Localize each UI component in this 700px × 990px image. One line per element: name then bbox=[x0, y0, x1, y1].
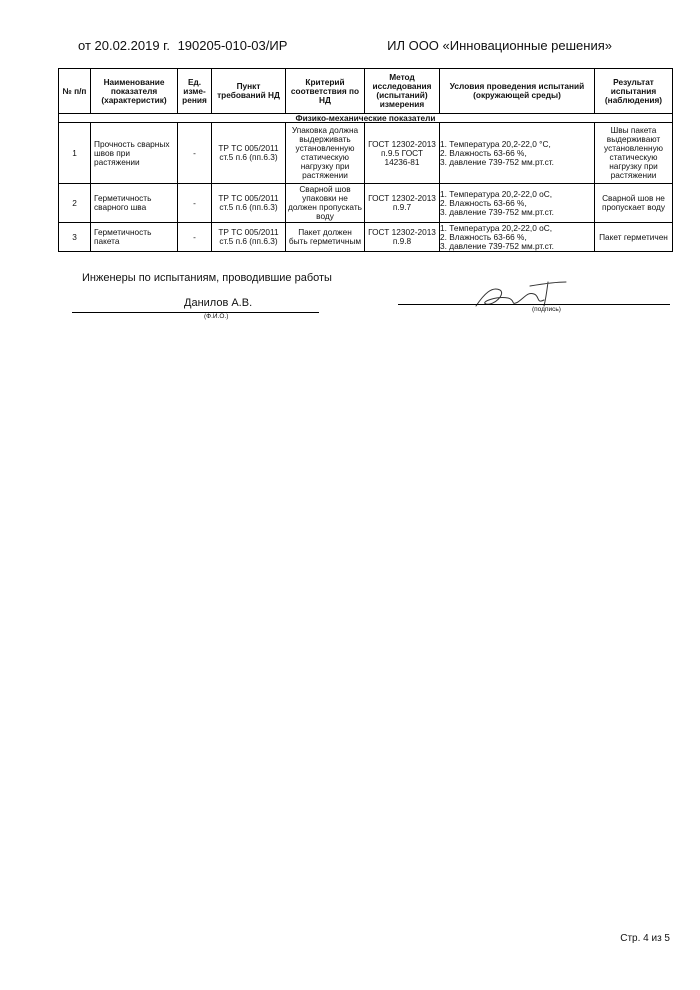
protocol-date: от 20.02.2019 г. bbox=[78, 38, 170, 53]
protocol-header bbox=[78, 38, 287, 53]
row-number: 2 bbox=[59, 184, 91, 223]
condition-line: 1. Температура 20,2-22,0 °С, bbox=[440, 138, 551, 149]
row-unit: - bbox=[178, 223, 212, 252]
protocol-number: 190205-010-03/ИР bbox=[177, 38, 288, 53]
lab-name: ИЛ ООО «Инновационные решения» bbox=[387, 38, 612, 53]
row-result: Сварной шов не пропускает воду bbox=[595, 184, 673, 223]
engineer-name: Данилов А.В. bbox=[184, 297, 253, 309]
row-name: Герметичность пакета bbox=[91, 223, 178, 252]
section-title: Физико-механические показатели bbox=[59, 114, 673, 123]
table-row bbox=[59, 223, 673, 252]
signature-line bbox=[398, 304, 670, 305]
col-header-criterion: Критерий соответствия по НД bbox=[286, 69, 365, 114]
table-header-row bbox=[59, 69, 673, 114]
row-unit: - bbox=[178, 184, 212, 223]
row-number: 3 bbox=[59, 223, 91, 252]
row-method: ГОСТ 12302-2013 п.9.7 bbox=[365, 184, 440, 223]
col-header-conditions: Условия проведения испытаний (окружающей среды) bbox=[440, 69, 595, 114]
row-unit: - bbox=[178, 123, 212, 184]
row-name: Прочность сварных швов при растяжении bbox=[91, 123, 178, 184]
condition-line: 3. давление 739-752 мм.рт.ст. bbox=[440, 156, 554, 167]
row-criterion: Пакет должен быть герметичным bbox=[286, 223, 365, 252]
condition-line: 2. Влажность 63-66 %, bbox=[440, 231, 527, 242]
col-header-method: Метод исследования (испытаний) измерения bbox=[365, 69, 440, 114]
col-header-number: № п/п bbox=[59, 69, 91, 114]
row-clause: ТР ТС 005/2011 ст.5 п.6 (пп.6.3) bbox=[212, 223, 286, 252]
table-row bbox=[59, 123, 673, 184]
condition-line: 1. Температура 20,2-22,0 оС, bbox=[440, 188, 553, 199]
row-criterion: Сварной шов упаковки не должен пропускать воду bbox=[286, 184, 365, 223]
row-conditions bbox=[440, 184, 595, 223]
row-conditions bbox=[440, 123, 595, 184]
row-result: Швы пакета выдерживают установленную статическую нагрузку при растяжении bbox=[595, 123, 673, 184]
row-clause: ТР ТС 005/2011 ст.5 п.6 (пп.6.3) bbox=[212, 184, 286, 223]
col-header-name: Наименование показателя (характеристик) bbox=[91, 69, 178, 114]
name-caption: (Ф.И.О.) bbox=[204, 313, 229, 320]
row-name: Герметичность сварного шва bbox=[91, 184, 178, 223]
name-line bbox=[72, 312, 319, 313]
row-number: 1 bbox=[59, 123, 91, 184]
row-clause: ТР ТС 005/2011 ст.5 п.6 (пп.6.3) bbox=[212, 123, 286, 184]
section-row bbox=[59, 114, 673, 123]
row-method: ГОСТ 12302-2013 п.9.8 bbox=[365, 223, 440, 252]
condition-line: 1. Температура 20,2-22,0 оС, bbox=[440, 222, 553, 233]
table-row bbox=[59, 184, 673, 223]
col-header-unit: Ед. изме-рения bbox=[178, 69, 212, 114]
col-header-result: Результат испытания (наблюдения) bbox=[595, 69, 673, 114]
page-number: Стр. 4 из 5 bbox=[620, 933, 670, 944]
col-header-clause: Пункт требований НД bbox=[212, 69, 286, 114]
row-result: Пакет герметичен bbox=[595, 223, 673, 252]
test-results-table bbox=[58, 68, 673, 252]
engineers-label: Инженеры по испытаниям, проводившие работы bbox=[82, 272, 332, 284]
row-criterion: Упаковка должна выдерживать установленную статическую нагрузку при растяжении bbox=[286, 123, 365, 184]
condition-line: 3. давление 739-752 мм.рт.ст. bbox=[440, 240, 554, 251]
condition-line: 2. Влажность 63-66 %, bbox=[440, 147, 527, 158]
condition-line: 3. давление 739-752 мм.рт.ст. bbox=[440, 206, 554, 217]
row-conditions bbox=[440, 223, 595, 252]
condition-line: 2. Влажность 63-66 %, bbox=[440, 197, 527, 208]
row-method: ГОСТ 12302-2013 п.9.5 ГОСТ 14236-81 bbox=[365, 123, 440, 184]
signature-caption: (подпись) bbox=[532, 306, 561, 313]
